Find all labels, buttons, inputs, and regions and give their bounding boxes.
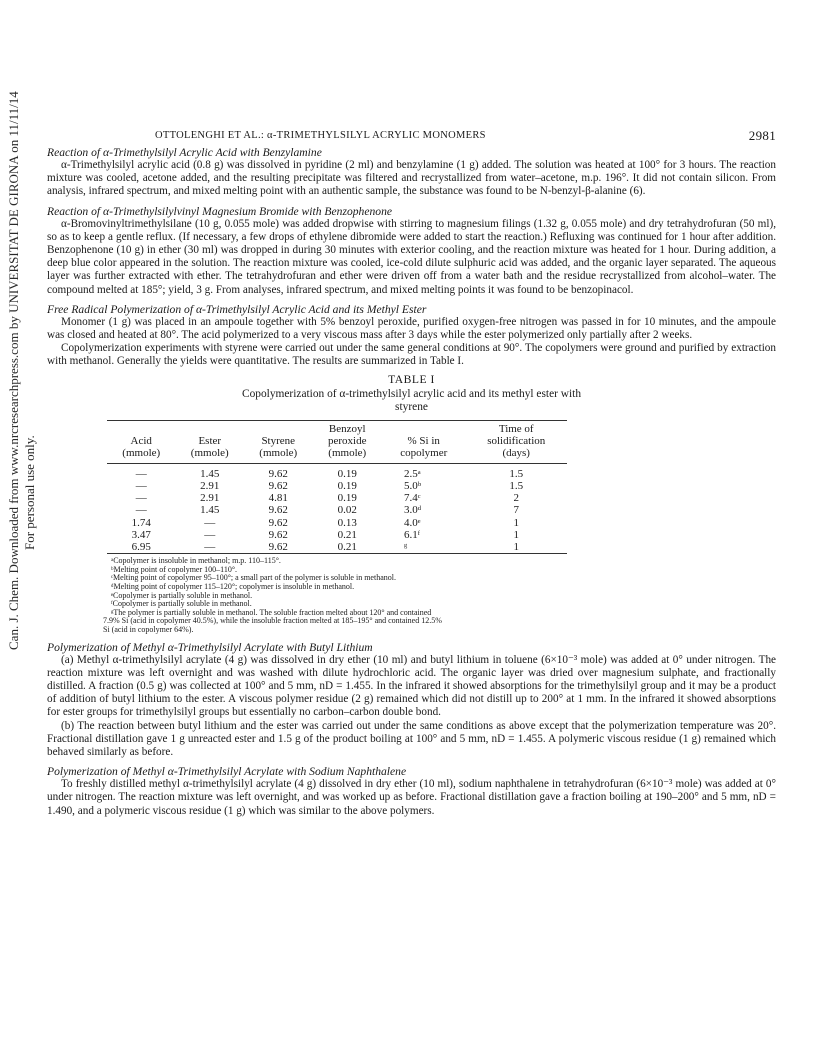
cell-styrene: 9.62 bbox=[268, 528, 288, 541]
cell-time: 1.5 bbox=[509, 467, 524, 480]
col-header-si: % Si in copolymer bbox=[400, 435, 448, 460]
cell-benzoyl: 0.19 bbox=[337, 480, 357, 493]
cell-ester: 2.91 bbox=[200, 492, 220, 505]
table-footnotes bbox=[103, 556, 776, 635]
cell-acid: 1.74 bbox=[131, 516, 151, 529]
section-title: Reaction of α-Trimethylsilyl Acrylic Acid with Benzylamine bbox=[47, 146, 322, 159]
cell-si: 5.0ᵇ bbox=[403, 480, 422, 493]
paragraph: (a) Methyl α-trimethylsilyl acrylate (4 g) was dissolved in dry ether (10 ml) and butyl lithium in toluene (6×10⁻³ mole) was added at 0° under nitrogen. The reaction mixture was left overnight and was washed with dilute hydrochloric acid. The organic layer was dried over magnesium sulphate, and fractionally distilled. A fraction (0.5 g) was collected at 100° and 5 mm, nD = 1.455. In the infrared it showed absorptions for the trimethylsilyl group and it may be a product of addition of butyl lithium to the ester. A viscous polymer residue (2 g) remained which did not distill up to 200° at 1 mm. In the infrared it showed absorptions for ester groups for trimethylsilyl groups but essentially no carbon–carbon double bond. bbox=[47, 653, 776, 719]
cell-acid: — bbox=[135, 504, 147, 517]
cell-benzoyl: 0.21 bbox=[337, 541, 357, 554]
paragraph: Monomer (1 g) was placed in an ampoule together with 5% benzoyl peroxide, purified oxygen-free nitrogen was passed in for 10 minutes, and the ampoule was closed and heated at 80°. The acid polymerized to a very viscous mass after 3 days while the ester polymerized only partially after 2 weeks. bbox=[47, 315, 776, 342]
page-body bbox=[47, 128, 776, 818]
cell-ester: 1.45 bbox=[200, 504, 220, 517]
copolymerization-table bbox=[107, 420, 567, 555]
cell-styrene: 4.81 bbox=[268, 492, 288, 505]
footnote: ᵇMelting point of copolymer 100–110°. bbox=[111, 564, 238, 574]
cell-time: 7 bbox=[513, 504, 519, 517]
cell-ester: — bbox=[204, 541, 216, 554]
table-row bbox=[107, 504, 567, 516]
download-notice bbox=[4, 91, 38, 870]
cell-si: 7.4ᶜ bbox=[403, 492, 421, 505]
running-head bbox=[47, 128, 776, 144]
cell-styrene: 9.62 bbox=[268, 504, 288, 517]
cell-time: 1 bbox=[513, 541, 519, 554]
cell-acid: 6.95 bbox=[131, 541, 151, 554]
paragraph: α-Trimethylsilyl acrylic acid (0.8 g) was dissolved in pyridine (2 ml) and benzylamine (1 g) added. The solution was heated at 100° for 3 hours. The reaction mixture was cooled, acetone added, and the resulting precipitate was filtered and recrystallized from water–acetone, m.p. 196°. It did not contain silicon. From analysis, infrared spectrum, and mixed melting point with an authentic sample, the substance was found to be N-benzyl-β-alanine (6). bbox=[47, 159, 776, 198]
page-number: 2981 bbox=[748, 128, 776, 143]
col-header-benzoyl-peroxide: Benzoyl peroxide (mmole) bbox=[328, 422, 367, 460]
footnote: ᶜMelting point of copolymer 95–100°; a small part of the polymer is soluble in methanol. bbox=[111, 573, 396, 583]
paragraph: (b) The reaction between butyl lithium and the ester was carried out under the same conditions as above except that the polymerization temperature was 20°. Fractional distillation gave 1 g unreacted ester and 1.5 g of the product boiling at 100° and 5 mm, nD = 1.455. A polymeric viscous residue (1 g) remained which behaved similarly as before. bbox=[47, 719, 776, 759]
table-row bbox=[107, 517, 567, 529]
cell-acid: — bbox=[135, 480, 147, 493]
cell-time: 1 bbox=[513, 528, 519, 541]
running-title: OTTOLENGHI ET AL.: α-TRIMETHYLSILYL ACRYLIC MONOMERS bbox=[155, 130, 486, 141]
cell-styrene: 9.62 bbox=[268, 541, 288, 554]
download-notice-line: Can. J. Chem. Downloaded from www.nrcresearchpress.com by UNIVERSITAT DE GIRONA on 11/11/14 bbox=[6, 91, 21, 650]
col-header-ester: Ester (mmole) bbox=[190, 435, 229, 460]
paragraph: Copolymerization experiments with styrene were carried out under the same general conditions at 90°. The copolymers were ground and purified by extraction with methanol. Generally the yields were quantitative. The results are summarized in Table I. bbox=[47, 342, 776, 368]
table-row bbox=[107, 529, 567, 541]
table-row bbox=[107, 541, 567, 554]
footnote: ᵈMelting point of copolymer 115–120°; copolymer is insoluble in methanol. bbox=[111, 582, 355, 592]
section-title: Polymerization of Methyl α-Trimethylsilyl Acrylate with Butyl Lithium bbox=[47, 640, 373, 654]
cell-benzoyl: 0.02 bbox=[337, 504, 357, 517]
section-title: Reaction of α-Trimethylsilylvinyl Magnesium Bromide with Benzophenone bbox=[47, 204, 393, 218]
footnote: Si (acid in copolymer 64%). bbox=[103, 625, 194, 635]
table-caption: Copolymerization of α-trimethylsilyl acrylic acid and its methyl ester with styrene bbox=[241, 387, 582, 413]
cell-styrene: 9.62 bbox=[268, 516, 288, 529]
section-title: Free Radical Polymerization of α-Trimethylsilyl Acrylic Acid and its Methyl Ester bbox=[47, 302, 427, 316]
cell-styrene: 9.62 bbox=[268, 467, 288, 480]
footnote: ᵃCopolymer is insoluble in methanol; m.p. 110–115°. bbox=[111, 556, 281, 566]
cell-time: 1 bbox=[513, 516, 519, 529]
footnote: ᵉCopolymer is partially soluble in methanol. bbox=[111, 590, 253, 600]
table-row bbox=[107, 492, 567, 504]
cell-si: 3.0ᵈ bbox=[403, 504, 422, 517]
cell-acid: — bbox=[135, 492, 147, 505]
cell-styrene: 9.62 bbox=[268, 480, 288, 493]
footnote: 7.9% Si (acid in copolymer 40.5%), while the insoluble fraction melted at 185–195° and contained 12.5% bbox=[103, 616, 442, 626]
cell-time: 2 bbox=[513, 492, 519, 505]
cell-si: 4.0ᵉ bbox=[403, 516, 421, 529]
table-row bbox=[107, 480, 567, 492]
paragraph: α-Bromovinyltrimethylsilane (10 g, 0.055 mole) was added dropwise with stirring to magnesium filings (1.32 g, 0.055 mole) and dry tetrahydrofuran (50 ml), so as to keep a gentle reflux. (If necessary, a few drops of ethylene dibromide were added to start the reaction.) Refluxing was continued for 1 hour after addition. Benzophenone (10 g) in ether (30 ml) was dropped in during 30 minutes with exterior cooling, and the reaction mixture was heated for 1 hour. During addition, a deep blue color appeared in the solution. The reaction mixture was cooled, ice-cold dilute sulphuric acid was added, and the organic layer separated. The aqueous layer was further extracted with ether. The tetrahydrofuran and ether were driven off from a water bath and the residue recrystallized from alcohol–water. The compound melted at 185°; yield, 3 g. From analyses, infrared spectrum, and mixed melting points it was found to be benzopinacol. bbox=[47, 217, 776, 296]
cell-acid: — bbox=[135, 467, 147, 480]
cell-benzoyl: 0.19 bbox=[337, 492, 357, 505]
paragraph: To freshly distilled methyl α-trimethylsilyl acrylate (4 g) dissolved in dry ether (10 ml), sodium naphthalene in tetrahydrofuran (6×10⁻³ mole) was added at 0° under nitrogen. The reaction mixture was left overnight, and was worked up as before. Fractional distillation gave a fraction boiling at 190–200° and 5 mm, nD = 1.490, and a polymeric viscous residue (1 g) which was similar to the above polymers. bbox=[47, 778, 776, 817]
col-header-styrene: Styrene (mmole) bbox=[259, 435, 298, 460]
section-title: Polymerization of Methyl α-Trimethylsilyl Acrylate with Sodium Naphthalene bbox=[47, 765, 407, 779]
footnote: ᶠCopolymer is partially soluble in methanol. bbox=[111, 599, 252, 609]
col-header-acid: Acid (mmole) bbox=[122, 435, 161, 460]
footnote: ᵍThe polymer is partially soluble in methanol. The soluble fraction melted about 120° and contained bbox=[111, 607, 432, 617]
cell-benzoyl: 0.21 bbox=[337, 528, 357, 541]
cell-ester: 2.91 bbox=[200, 480, 220, 493]
cell-si: 2.5ᵃ bbox=[403, 467, 421, 480]
cell-benzoyl: 0.19 bbox=[337, 467, 357, 480]
table-row bbox=[107, 463, 567, 480]
table-label: TABLE I bbox=[388, 372, 435, 386]
cell-ester: — bbox=[204, 528, 216, 541]
cell-time: 1.5 bbox=[509, 480, 524, 493]
cell-si: ᵍ bbox=[403, 541, 408, 554]
cell-si: 6.1ᶠ bbox=[403, 528, 421, 541]
cell-ester: — bbox=[204, 516, 216, 529]
cell-acid: 3.47 bbox=[131, 528, 151, 541]
cell-benzoyl: 0.13 bbox=[337, 516, 357, 529]
cell-ester: 1.45 bbox=[200, 467, 220, 480]
col-header-time: Time of solidification (days) bbox=[487, 422, 546, 460]
personal-use-notice: For personal use only. bbox=[22, 435, 37, 550]
